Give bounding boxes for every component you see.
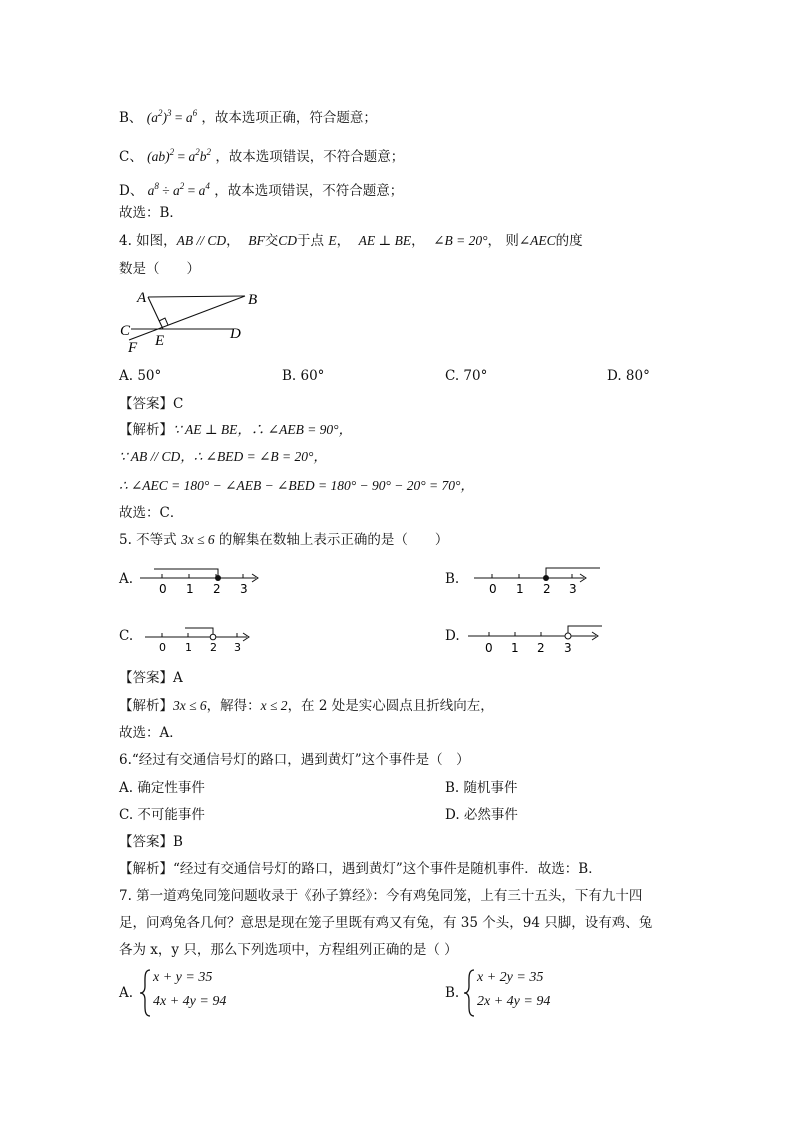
label-e: E <box>155 333 165 349</box>
q7-option-a-brace-icon <box>138 968 152 1018</box>
solution-ray <box>154 569 218 578</box>
q3-d-formula: $a^8 \div a^2 = a^4$ <box>147 181 210 198</box>
q6-answer: 【答案】B <box>119 834 183 850</box>
solution-ray <box>568 626 602 633</box>
q5-number-line-c <box>143 622 255 654</box>
q4-stem-end: 的度 <box>555 233 583 249</box>
tick-label-3: 3 <box>569 582 577 596</box>
q4-option-d: D. 80° <box>607 368 650 384</box>
q6-option-a: A. 确定性事件 <box>119 780 205 796</box>
q7-option-b-eq1: x + 2y = 35 <box>477 970 544 985</box>
q4-answer: 【答案】C <box>119 396 184 412</box>
label-a: A <box>137 290 147 306</box>
q4-stem-intro: 4. 如图， <box>119 233 177 249</box>
tick-label-2: 2 <box>213 582 221 596</box>
q6-stem: 6.“经过有交通信号灯的路口，遇到黄灯”这个事件是（ ） <box>119 752 470 768</box>
q5-analysis-math2: x ≤ 2 <box>260 698 288 713</box>
tick-label-1: 1 <box>516 582 524 596</box>
q4-stem-then: 则 <box>505 233 519 249</box>
q5-analysis-math1: 3x ≤ 6 <box>173 698 207 713</box>
q4-analysis-3: ∴ ∠AEC = 180° − ∠AEB − ∠BED = 180° − 90° − 20° = 70°， <box>119 478 474 493</box>
q4-stem-mid: 交 <box>264 233 279 249</box>
q4-option-a: A. 50° <box>119 368 162 384</box>
q4-option-b: B. 60° <box>282 368 325 384</box>
q4-stem-point: 于点 <box>297 233 325 249</box>
solid-dot <box>543 575 549 581</box>
q3-b-text: ，故本选项正确，符合题意； <box>201 110 377 126</box>
q5-analysis-tail: ，在 2 处是实心圆点且折线向左， <box>287 698 494 714</box>
q5-label-c: C. <box>119 628 134 644</box>
q3-option-b <box>119 103 377 128</box>
q5-label-a: A. <box>119 571 134 587</box>
tick-label-2: 2 <box>537 641 545 655</box>
q4-stem-aec: ∠AEC <box>518 233 556 248</box>
segment-ab <box>148 296 245 297</box>
q7-option-a-eq2: 4x + 4y = 94 <box>153 994 227 1009</box>
tick-label-0: 0 <box>159 641 166 654</box>
q7-option-a-eq1: x + y = 35 <box>153 970 213 985</box>
tick-label-0: 0 <box>485 641 493 655</box>
q5-answer: 【答案】A <box>119 670 183 686</box>
q4-analysis-head: 【解析】 <box>119 422 173 438</box>
hollow-dot <box>565 633 571 639</box>
q5-label-d: D. <box>445 628 460 644</box>
q7-stem-line3: 各为 x，y 只，那么下列选项中，方程组列正确的是（ ） <box>119 942 458 958</box>
q3-c-prefix: C、 <box>119 149 143 165</box>
q4-conclusion: 故选：C． <box>119 505 184 521</box>
label-b: B <box>248 292 258 308</box>
q4-analysis-2: ∵ AB // CD，∴ ∠BED = ∠B = 20°， <box>119 449 327 464</box>
tick-label-3: 3 <box>234 641 241 654</box>
q4-stem-angle-b: ∠B = 20° <box>433 233 488 248</box>
q5-number-line-b <box>472 562 604 596</box>
q4-stem-cd: CD <box>278 233 298 248</box>
q3-c-formula: $(ab)^2 = a^2b^2$ <box>147 147 212 164</box>
tick-label-3: 3 <box>564 641 572 655</box>
q4-geometry-figure <box>115 285 275 357</box>
q6-option-d: D. 必然事件 <box>445 807 518 823</box>
label-d: D <box>230 326 241 342</box>
q3-option-c <box>119 142 404 167</box>
tick-label-1: 1 <box>186 582 194 596</box>
q5-stem <box>119 530 448 550</box>
tick-label-1: 1 <box>511 641 519 655</box>
q6-option-b: B. 随机事件 <box>445 780 518 796</box>
label-f: F <box>128 340 138 356</box>
q6-option-c: C. 不可能事件 <box>119 807 205 823</box>
tick-label-0: 0 <box>489 582 497 596</box>
q4-analysis-1 <box>119 420 352 440</box>
q3-conclusion: 故选：B． <box>119 205 183 221</box>
q7-option-b-label: B. <box>445 985 460 1001</box>
q5-stem-b: 的解集在数轴上表示正确的是（ ） <box>218 532 449 548</box>
q7-stem-line1: 7. 第一道鸡兔同笼问题收录于《孙子算经》：今有鸡兔同笼，上有三十五头，下有九十四 <box>119 888 643 904</box>
q4-stem-ab-cd: AB // CD <box>176 233 227 248</box>
q4-stem-ae-be: AE ⊥ BE <box>358 233 412 248</box>
q5-stem-math: 3x ≤ 6 <box>180 532 215 547</box>
q3-option-d <box>119 176 403 201</box>
solution-ray <box>185 628 213 634</box>
q4-option-c: C. 70° <box>445 368 488 384</box>
tick-label-2: 2 <box>543 582 551 596</box>
q4-stem-e: E <box>328 233 337 248</box>
q3-c-text: ，故本选项错误，不符合题意； <box>215 149 405 165</box>
q4-stem-line2: 数是（ ） <box>119 261 200 277</box>
solution-ray <box>546 568 600 578</box>
segment-ae <box>148 297 163 329</box>
q3-b-formula: $(a^2)^3 = a^6$ <box>146 108 198 125</box>
q5-analysis <box>119 696 494 716</box>
segment-bf <box>129 296 245 340</box>
q4-analysis-1-math: ∵ AE ⊥ BE，∴ ∠AEB = 90°， <box>173 422 353 437</box>
q3-b-prefix: B、 <box>119 110 143 126</box>
q5-analysis-mid: ，解得： <box>206 698 261 714</box>
q7-stem-line2: 足，问鸡兔各几何？意思是现在笼子里既有鸡又有兔，有 35 个头，94 只脚，设有鸡、兔 <box>119 915 653 931</box>
q5-label-b: B. <box>445 571 460 587</box>
solid-dot <box>215 575 221 581</box>
hollow-dot <box>210 634 216 640</box>
q4-stem-bf: BF <box>248 233 265 248</box>
q7-option-b-eq2: 2x + 4y = 94 <box>477 994 551 1009</box>
q3-d-text: ，故本选项错误，不符合题意； <box>214 183 404 199</box>
tick-label-3: 3 <box>240 582 248 596</box>
tick-label-0: 0 <box>159 582 167 596</box>
q5-conclusion: 故选：A． <box>119 725 183 741</box>
q4-stem-line1: 4. 如图，AB // CD， BF交CD于点 E， AE ⊥ BE， ∠B = 20°， 则∠AEC的度 <box>119 233 583 249</box>
q5-analysis-head: 【解析】 <box>119 698 173 714</box>
tick-label-1: 1 <box>185 641 192 654</box>
q7-option-a-label: A. <box>119 985 134 1001</box>
q5-number-line-d <box>466 620 606 656</box>
q3-d-prefix: D、 <box>119 183 144 199</box>
q5-stem-a: 5. 不等式 <box>119 532 177 548</box>
tick-label-2: 2 <box>210 641 217 654</box>
q6-analysis: 【解析】“经过有交通信号灯的路口，遇到黄灯”这个事件是随机事件．故选：B． <box>119 861 602 877</box>
q5-number-line-a <box>138 562 262 596</box>
label-c: C <box>120 323 131 339</box>
q7-option-b-brace-icon <box>462 968 476 1018</box>
